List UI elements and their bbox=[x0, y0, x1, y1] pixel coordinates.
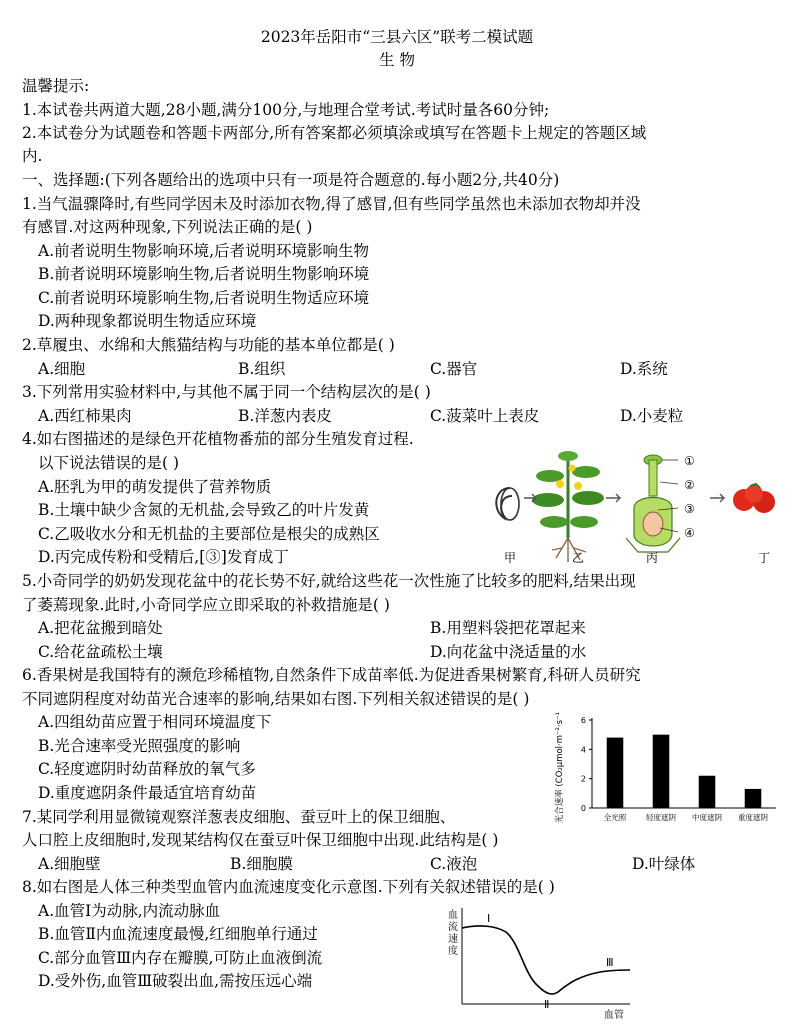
chart-category-label: 全光照 bbox=[603, 813, 627, 822]
q6-stem: 6.香果树是我国特有的濒危珍稀植物,自然条件下成苗率低.为促进香果树繁育,科研人员研究 bbox=[22, 666, 641, 684]
chart-y-tick-label: 6 bbox=[580, 716, 586, 725]
q1-stem: 1.当气温骤降时,有些同学因未及时添加衣物,得了感冒,但有些同学虽然也未添加衣物却并没 bbox=[22, 195, 641, 213]
q7-option-a: A.细胞壁 bbox=[38, 855, 101, 873]
q3-stem: 3.下列常用实验材料中,与其他不属于同一个结构层次的是( ) bbox=[22, 383, 431, 401]
svg-text:流: 流 bbox=[448, 922, 458, 933]
q2-option-a: A.细胞 bbox=[38, 360, 86, 378]
flow-curve bbox=[462, 926, 630, 994]
vessel-1-label: Ⅰ bbox=[487, 912, 491, 925]
notice-line-2: 2.本试卷分为试题卷和答题卡两部分,所有答案都必须填涂或填写在答题卡上规定的答题区域 bbox=[22, 124, 647, 142]
plant-lifecycle-figure bbox=[488, 438, 784, 566]
chart-bar bbox=[745, 789, 762, 808]
svg-text:度: 度 bbox=[448, 946, 458, 957]
q5-option-c: C.给花盆疏松土壤 bbox=[38, 643, 163, 661]
chart-y-tick-label: 4 bbox=[580, 745, 586, 755]
q4-option-b: B.土壤中缺少含氮的无机盐,会导致乙的叶片发黄 bbox=[38, 501, 370, 519]
q7-stem-cont: 人口腔上皮细胞时,发现某结构仅在蚕豆叶保卫细胞中出现.此结构是( ) bbox=[22, 831, 499, 849]
q8-option-c: C.部分血管Ⅲ内存在瓣膜,可防止血液倒流 bbox=[38, 949, 323, 967]
q6-option-b: B.光合速率受光照强度的影响 bbox=[38, 737, 241, 755]
svg-text:速: 速 bbox=[448, 934, 458, 945]
label-yi: 乙 bbox=[571, 551, 585, 565]
q2-option-c: C.器官 bbox=[430, 360, 478, 378]
q5-option-a: A.把花盆搬到暗处 bbox=[38, 619, 163, 637]
q8-option-b: B.血管Ⅱ内血流速度最慢,红细胞单行通过 bbox=[38, 925, 318, 943]
q7-option-c: C.液泡 bbox=[430, 855, 478, 873]
notice-line-2-cont: 内. bbox=[22, 147, 43, 165]
q2-option-d: D.系统 bbox=[620, 360, 668, 378]
q6-option-a: A.四组幼苗应置于相同环境温度下 bbox=[38, 713, 272, 731]
chart-bar bbox=[653, 735, 670, 808]
chart-y-tick-label: 0 bbox=[580, 804, 586, 813]
blood-vessel-x-label: 血管 bbox=[604, 1010, 624, 1021]
plant-illustration bbox=[532, 451, 604, 562]
q3-option-a: A.西红柿果肉 bbox=[38, 407, 132, 425]
label-bing: 丙 bbox=[645, 551, 659, 565]
q5-stem-cont: 了萎蔫现象.此时,小奇同学应立即采取的补救措施是( ) bbox=[22, 596, 390, 614]
q8-option-d: D.受外伤,血管Ⅲ破裂出血,需按压远心端 bbox=[38, 972, 313, 990]
q4-option-a: A.胚乳为甲的萌发提供了营养物质 bbox=[38, 478, 272, 496]
q5-option-b: B.用塑料袋把花罩起来 bbox=[430, 619, 586, 637]
label-1: ① bbox=[684, 454, 695, 468]
q7-option-d: D.叶绿体 bbox=[632, 855, 696, 873]
label-ding: 丁 bbox=[757, 551, 771, 565]
section-heading: 一、选择题:(下列各题给出的选项中只有一项是符合题意的.每小题2分,共40分) bbox=[22, 171, 560, 189]
vessel-3-label: Ⅲ bbox=[606, 956, 614, 969]
q5-option-d: D.向花盆中浇适量的水 bbox=[430, 643, 587, 661]
q1-stem-cont: 有感冒.对这两种现象,下列说法正确的是( ) bbox=[22, 218, 313, 236]
q3-option-c: C.菠菜叶上表皮 bbox=[430, 407, 540, 425]
chart-bar bbox=[699, 776, 716, 808]
exam-title: 2023年岳阳市“三县六区”联考二模试题 bbox=[260, 28, 534, 46]
q7-stem: 7.某同学利用显微镜观察洋葱表皮细胞、蚕豆叶上的保卫细胞、 bbox=[22, 808, 456, 826]
chart-category-label: 中度遮阴 bbox=[692, 813, 722, 822]
label-4: ④ bbox=[684, 526, 695, 540]
label-2: ② bbox=[684, 478, 695, 492]
q6-option-c: C.轻度遮阴时幼苗释放的氧气多 bbox=[38, 760, 256, 778]
q1-option-c: C.前者说明环境影响生物,后者说明生物适应环境 bbox=[38, 289, 370, 307]
q6-option-d: D.重度遮阴条件最适宜培育幼苗 bbox=[38, 784, 257, 802]
q4-option-d: D.丙完成传粉和受精后,[③]发育成丁 bbox=[38, 548, 289, 566]
q1-option-b: B.前者说明环境影响生物,后者说明生物影响环境 bbox=[38, 265, 370, 283]
subject-title: 生 物 bbox=[379, 51, 415, 69]
label-3: ③ bbox=[684, 502, 695, 516]
q3-option-d: D.小麦粒 bbox=[620, 407, 684, 425]
q4-option-c: C.乙吸收水分和无机盐的主要部位是根尖的成熟区 bbox=[38, 525, 380, 543]
q4-stem: 4.如右图描述的是绿色开花植物番茄的部分生殖发育过程. bbox=[22, 430, 414, 448]
seed-illustration bbox=[496, 488, 519, 520]
q1-option-d: D.两种现象都说明生物适应环境 bbox=[38, 312, 257, 330]
q3-option-b: B.洋葱内表皮 bbox=[238, 407, 332, 425]
chart-bar bbox=[607, 738, 624, 808]
label-jia: 甲 bbox=[503, 551, 517, 565]
photosynthesis-bar-chart bbox=[550, 712, 780, 826]
q4-stem-cont: 以下说法错误的是( ) bbox=[38, 454, 180, 472]
q7-option-b: B.细胞膜 bbox=[230, 855, 293, 873]
q6-stem-cont: 不同遮阴程度对幼苗光合速率的影响,结果如右图.下列相关叙述错误的是( ) bbox=[22, 690, 530, 708]
q8-option-a: A.血管Ⅰ为动脉,内流动脉血 bbox=[38, 902, 221, 920]
chart-category-label: 轻度遮阴 bbox=[646, 813, 676, 822]
blood-flow-y-label-1: 血 bbox=[448, 910, 458, 921]
q1-option-a: A.前者说明生物影响环境,后者说明环境影响生物 bbox=[38, 242, 370, 260]
notice-line-1: 1.本试卷共两道大题,28小题,满分100分,与地理合堂考试.考试时量各60分钟; bbox=[22, 101, 550, 119]
notice-heading: 温馨提示: bbox=[22, 77, 90, 95]
pistil-illustration bbox=[626, 454, 695, 552]
q2-option-b: B.组织 bbox=[238, 360, 286, 378]
vessel-2-label: Ⅱ bbox=[544, 998, 550, 1011]
chart-category-label: 重度遮阴 bbox=[738, 813, 768, 822]
q5-stem: 5.小奇同学的奶奶发现花盆中的花长势不好,就给这些花一次性施了比较多的肥料,结果出现 bbox=[22, 572, 636, 590]
q8-stem: 8.如右图是人体三种类型血管内血流速度变化示意图.下列有关叙述错误的是( ) bbox=[22, 878, 555, 896]
chart-y-tick-label: 2 bbox=[580, 774, 586, 784]
blood-flow-figure bbox=[440, 904, 636, 1022]
chart-y-label: 光合速率 (CO₂μmol·m⁻²·s⁻¹) bbox=[555, 712, 565, 824]
q2-stem: 2.草履虫、水绵和大熊猫结构与功能的基本单位都是( ) bbox=[22, 336, 395, 354]
tomato-illustration bbox=[733, 484, 775, 513]
